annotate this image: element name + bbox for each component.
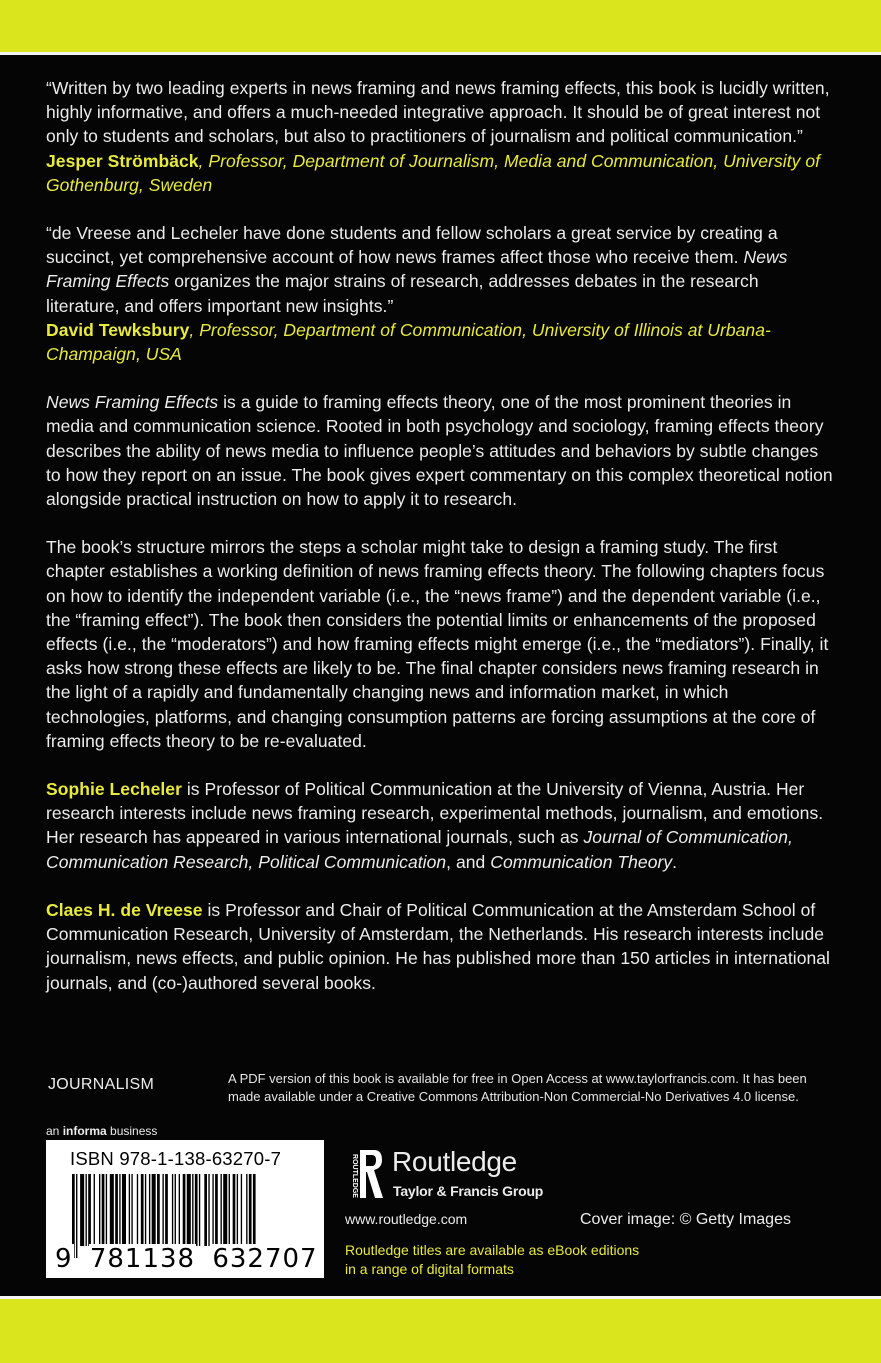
description-text: is a guide to framing effects theory, one of the most prominent theories in media and communication science. Rooted in both psychology and sociology, framing effects theory describes the ability of news media to influence people’s attitudes and behaviors by subtle changes to how they report on an issue. The book gives expert commentary on this complex theoretical notion alongside practical instruction on how to apply it to research. (46, 392, 833, 510)
endorser-name: Jesper Strömbäck (46, 150, 199, 171)
author-bio-text: is Professor of Political Communication at the University of Vienna, Austria. Her research interests include news framing research, experimental methods, journalism, and emotions. Her research has appeared in various international journals, such as (46, 779, 824, 848)
barcode-bar (192, 1174, 193, 1246)
barcode-bar (229, 1174, 230, 1246)
book-title-inline: News Framing Effects (46, 392, 219, 413)
barcode-bar (152, 1174, 156, 1246)
bio-end: . (672, 851, 678, 872)
barcode-bar (115, 1174, 118, 1246)
barcode-bar (241, 1174, 242, 1246)
barcode-bar (149, 1174, 150, 1246)
barcode-digit-group: 781138 (89, 1244, 196, 1274)
isbn-number: ISBN 978-1-138-63270-7 (70, 1148, 282, 1169)
description-text: The book’s structure mirrors the steps a scholar might take to design a framing study. The first chapter establishes a working definition of news framing effects theory. The following chapters focus on how to identify the independent variable (i.e., the “news frame”) and the dependent variable (i.e., the “framing effect”). The book then considers the potential limits or enhancements of the proposed effects (i.e., the “moderators”) and how framing effects might emerge (i.e., the “mediators”). Finally, it asks how strong these effects are likely to be. The final chapter considers news framing research in the light of a rapidly and fundamentally changing news and information market, in which technologies, platforms, and changing consumption patterns are forcing assumptions at the core of framing effects theory to be re-evaluated. (46, 537, 829, 751)
journal-name: Communication Theory (490, 851, 673, 872)
barcode-digit-group: 632707 (212, 1244, 318, 1274)
barcode-bar (99, 1174, 100, 1246)
barcode-bar (215, 1174, 218, 1246)
publisher-url[interactable]: www.routledge.com (345, 1211, 468, 1227)
barcode-bar (88, 1174, 91, 1246)
barcode-bar (157, 1174, 160, 1246)
barcode-bar (137, 1174, 138, 1246)
ebook-note-line: in a range of digital formats (345, 1261, 514, 1277)
barcode-bar (129, 1174, 130, 1246)
subject-category: JOURNALISM (48, 1076, 155, 1093)
author-name: Claes H. de Vreese (46, 899, 203, 920)
barcode-bar (106, 1174, 107, 1246)
barcode-bar (221, 1174, 222, 1246)
endorsement-1 (46, 76, 836, 197)
description-paragraph-2 (46, 535, 836, 753)
barcode-bar (94, 1174, 95, 1246)
author-bio-2 (46, 898, 836, 995)
barcode-bar (195, 1174, 198, 1246)
barcode-bar (172, 1174, 173, 1246)
author-bio-text: is Professor and Chair of Political Communication at the Amsterdam School of Communication Research, University of Amsterdam, the Netherlands. His research interests include journalism, news effects, and public opinion. He has published more than 150 articles in international journals, and (co-)authored several books. (46, 899, 830, 993)
barcode-digits (54, 1244, 319, 1274)
barcode-bar (233, 1174, 236, 1246)
endorsement-2 (46, 221, 836, 366)
endorser-affiliation: , Professor, Department of Communication, University of Illinois at Urbana-Champaign, USA (46, 319, 771, 365)
barcode-digit-group: 9 (55, 1244, 73, 1274)
barcode-bar (204, 1174, 207, 1246)
barcode-bar (246, 1174, 247, 1246)
barcode-bar (212, 1174, 213, 1246)
isbn-barcode (46, 1140, 324, 1278)
barcode-bar (199, 1174, 200, 1246)
description-paragraph-1 (46, 390, 836, 511)
barcode-bar (187, 1174, 191, 1246)
barcode-bar (183, 1174, 186, 1246)
informa-brand: informa (62, 1124, 107, 1138)
top-color-band (0, 0, 881, 55)
endorser-name: David Tewksbury (46, 319, 190, 340)
barcode-bar (102, 1174, 105, 1246)
author-name: Sophie Lecheler (46, 779, 182, 800)
book-title-inline: News Framing Effects (46, 247, 788, 292)
barcode-bar (237, 1174, 238, 1246)
author-bio-1 (46, 777, 836, 874)
ebook-note-line: Routledge titles are available as eBook editions (345, 1242, 640, 1258)
barcode-bar (141, 1174, 144, 1246)
barcode-bar (131, 1174, 132, 1246)
journal-list: Journal of Communication, Communication Research, Political Communication (46, 827, 793, 872)
barcode-bar (119, 1174, 120, 1246)
barcode-bar (110, 1174, 114, 1246)
barcode-bar (86, 1174, 87, 1246)
informa-business-label (46, 1124, 157, 1138)
cover-image-credit: Cover image: © Getty Images (580, 1211, 791, 1228)
barcode-bar (179, 1174, 180, 1246)
barcode-bar (80, 1174, 84, 1246)
barcode-bar (145, 1174, 146, 1246)
informa-suffix: business (106, 1124, 158, 1138)
back-cover-text (46, 76, 836, 1019)
bottom-color-band (0, 1296, 881, 1363)
bio-connector: , and (446, 851, 491, 872)
barcode-bar (249, 1174, 252, 1246)
barcode-bar (223, 1174, 227, 1246)
endorsement-quote: “Written by two leading experts in news framing and news framing effects, this book is lucidly written, highly informative, and offers a much-needed integrative approach. It should be of great interest not only to students and scholars, but also to practitioners of journalism and political communication.” (46, 78, 830, 147)
barcode-bar (175, 1174, 176, 1246)
barcode-bar (122, 1174, 126, 1246)
barcode-bar (208, 1174, 209, 1246)
routledge-logo-icon (344, 1146, 384, 1202)
informa-prefix: an (46, 1124, 63, 1138)
svg-text:ROUTLEDGE: ROUTLEDGE (351, 1154, 358, 1198)
publisher-group: Taylor & Francis Group (393, 1183, 544, 1199)
endorser-affiliation: , Professor, Department of Journalism, Media and Communication, University of Gothenburg, Sweden (46, 150, 821, 195)
open-access-note: A PDF version of this book is available for free in Open Access at www.taylorfrancis.com. It has been made available under a Creative Commons Attribution-Non Commercial-No Derivatives 4.0 license. (228, 1071, 807, 1104)
endorsement-quote-end: organizes the major strains of research, addresses debates in the research literature, and offers important new insights.” (46, 271, 759, 316)
barcode-bar (162, 1174, 163, 1246)
ebook-note (345, 1241, 639, 1279)
publisher-name: Routledge (392, 1146, 517, 1177)
endorsement-quote: “de Vreese and Lecheler have done students and fellow scholars a great service by creating a succinct, yet comprehensive account of how news frames affect those who receive them. (46, 223, 778, 268)
